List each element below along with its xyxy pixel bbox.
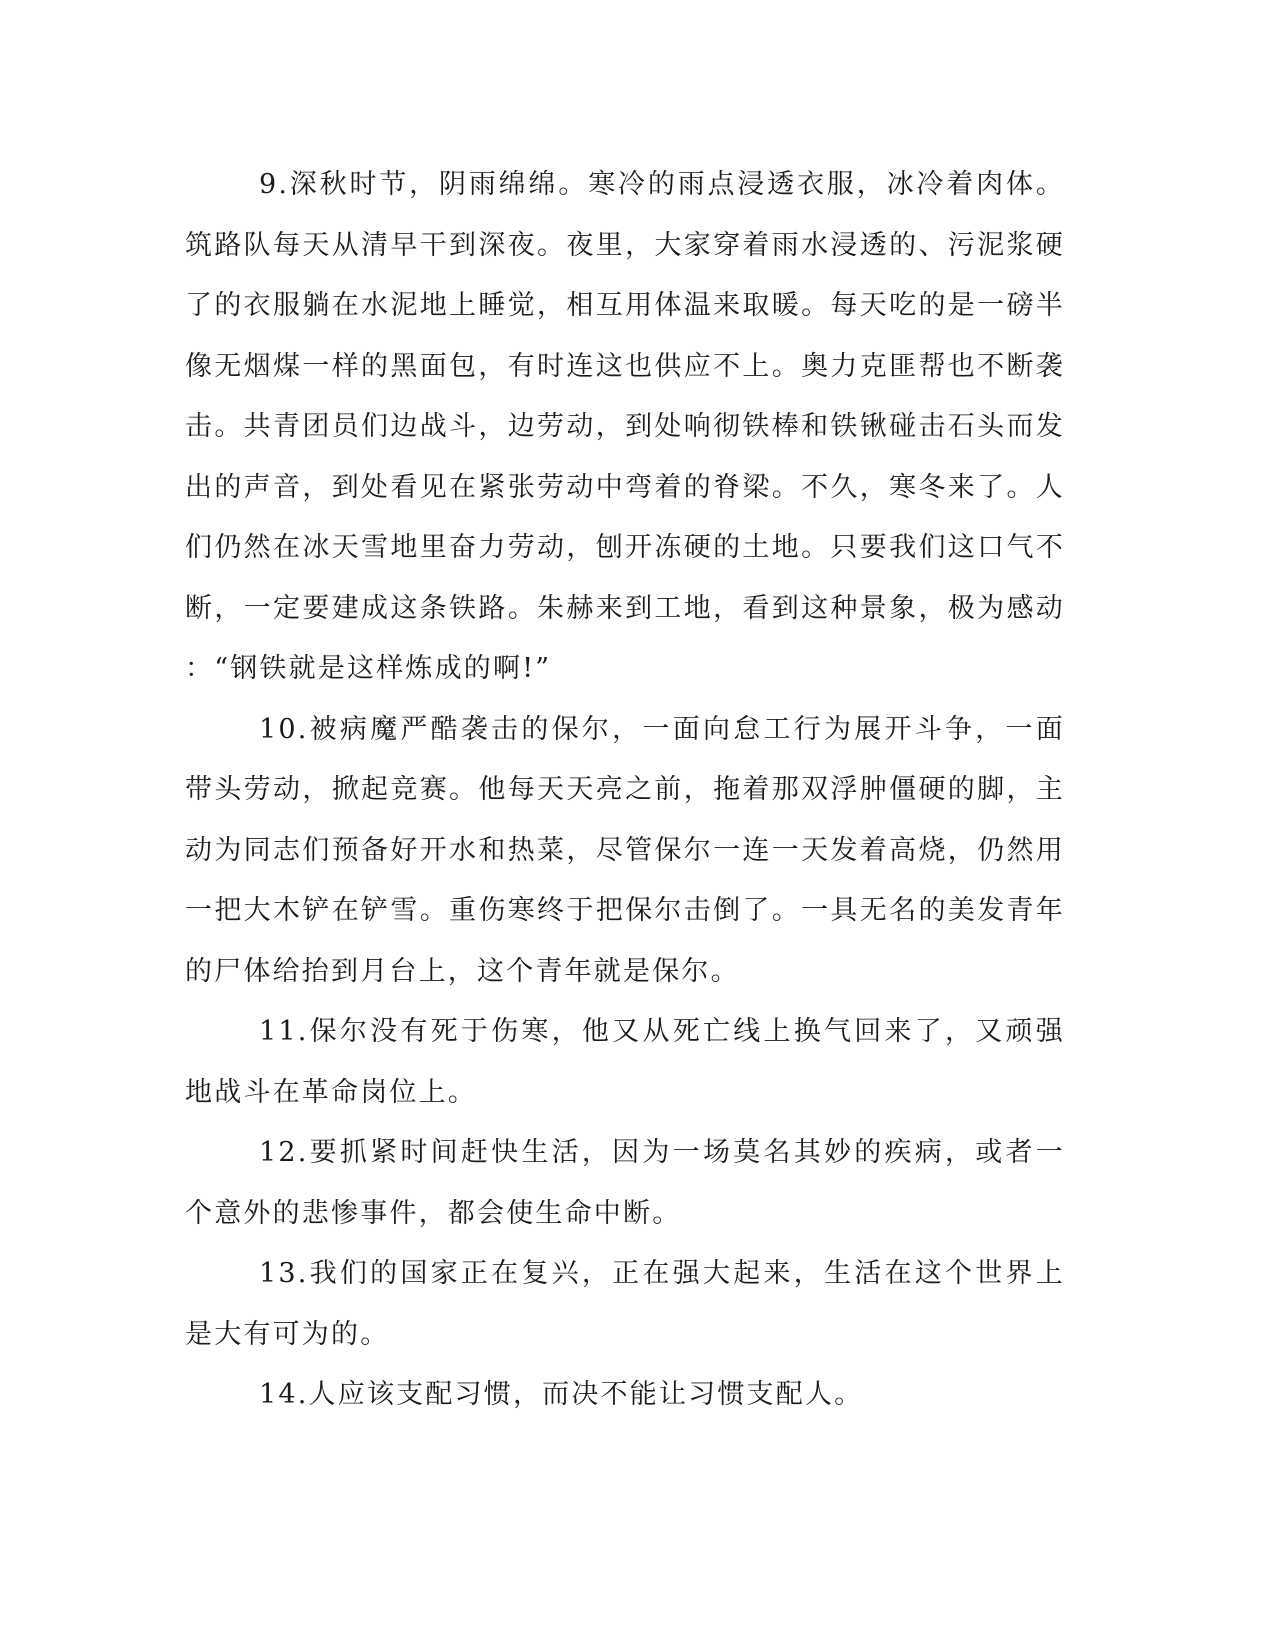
paragraph-9: 9.深秋时节，阴雨绵绵。寒冷的雨点浸透衣服，冰冷着肉体。筑路队每天从清早干到深夜。夜里，大家穿着雨水浸透的、污泥浆硬了的衣服躺在水泥地上睡觉，相互用体温来取暖。每天吃的是一磅半像无烟煤一样的黑面包，有时连这也供应不上。奥力克匪帮也不断袭击。共青团员们边战斗，边劳动，到处响彻铁棒和铁锹碰击石头而发出的声音，到处看见在紧张劳动中弯着的脊梁。不久，寒冬来了。人们仍然在冰天雪地里奋力劳动，刨开冻硬的土地。只要我们这口气不断，一定要建成这条铁路。朱赫来到工地，看到这种景象，极为感动：“钢铁就是这样炼成的啊!” bbox=[185, 169, 1065, 684]
paragraph-12: 12.要抓紧时间赶快生活，因为一场莫名其妙的疾病，或者一个意外的悲惨事件，都会使生命中断。 bbox=[185, 1137, 1065, 1229]
paragraph-11: 11.保尔没有死于伤寒，他又从死亡线上换气回来了，又顽强地战斗在革命岗位上。 bbox=[185, 1016, 1065, 1108]
document-body bbox=[185, 155, 1065, 1426]
paragraph-10: 10.被病魔严酷袭击的保尔，一面向怠工行为展开斗争，一面带头劳动，掀起竞赛。他每天天亮之前，拖着那双浮肿僵硬的脚，主动为同志们预备好开水和热菜，尽管保尔一连一天发着高烧，仍然用一把大木铲在铲雪。重伤寒终于把保尔击倒了。一具无名的美发青年的尸体给抬到月台上，这个青年就是保尔。 bbox=[185, 713, 1065, 987]
paragraph-13: 13.我们的国家正在复兴，正在强大起来，生活在这个世界上是大有可为的。 bbox=[185, 1258, 1065, 1350]
paragraph-14: 14.人应该支配习惯，而决不能让习惯支配人。 bbox=[259, 1379, 864, 1410]
